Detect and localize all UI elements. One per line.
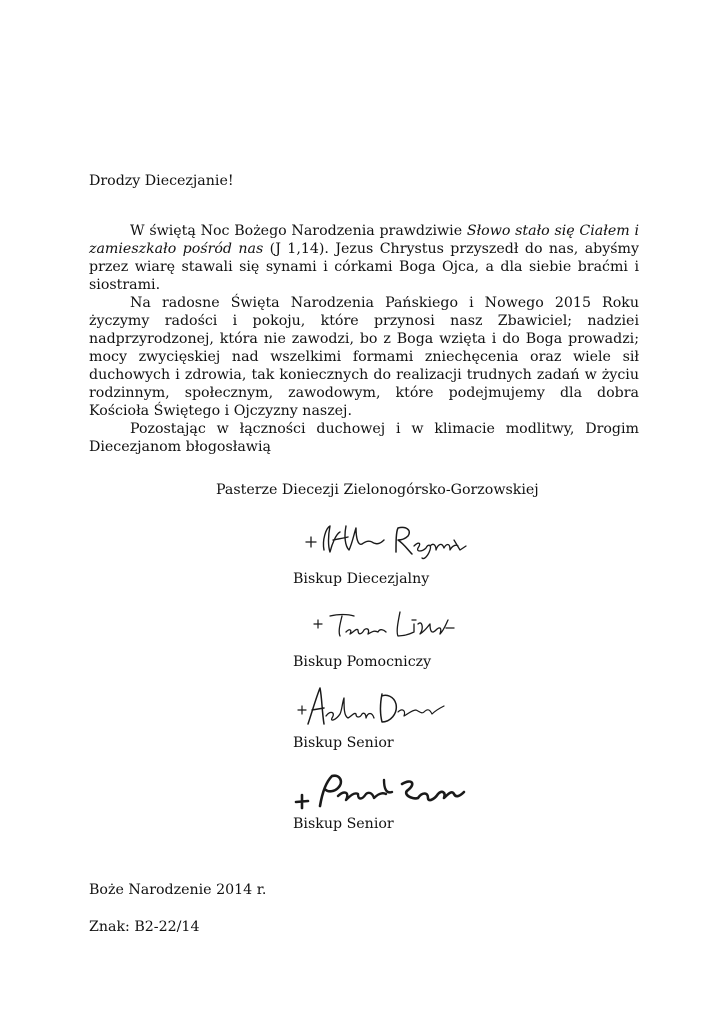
letter-body: [89, 222, 639, 456]
greeting: Drodzy Diecezjanie!: [89, 173, 234, 189]
scripture-quote: Słowo stało się Ciałem i zamieszkało pośród nas: [89, 223, 639, 257]
signatories-heading: Pasterze Diecezji Zielonogórsko-Gorzowskiej: [216, 482, 539, 498]
signature-litynski: [308, 606, 458, 642]
signature-dyczkowski: [294, 684, 454, 732]
paragraph-1: [89, 222, 639, 294]
letter-date: Boże Narodzenie 2014 r.: [89, 882, 267, 898]
signature-socha: [292, 770, 472, 814]
role-biskup-pomocniczy: Biskup Pomocniczy: [293, 654, 432, 670]
role-biskup-senior-2: Biskup Senior: [293, 816, 394, 832]
paragraph-1-text-a: W świętą Noc Bożego Narodzenia prawdziwie: [130, 223, 467, 239]
paragraph-1-text-b: (J 1,14). Jezus Chrystus przyszedł do nas, abyśmy przez wiarę stawali się synami i córkami Boga Ojca, a dla siebie braćmi i siostrami.: [89, 241, 639, 293]
role-biskup-diecezjalny: Biskup Diecezjalny: [293, 571, 430, 587]
reference-number: Znak: B2-22/14: [89, 919, 200, 935]
signature-regmunt: [300, 520, 470, 564]
paragraph-3: Pozostając w łączności duchowej i w klimacie modlitwy, Drogim Diecezjanom błogosławią: [89, 421, 639, 455]
paragraph-2: Na radosne Święta Narodzenia Pańskiego i Nowego 2015 Roku życzymy radości i pokoju, które przynosi nasz Zbawiciel; nadziei nadprzyrodzonej, która nie zawodzi, bo z Boga wzięta i do Boga prowadzi; mocy zwycięskiej nad wszelkimi formami zniechęcenia oraz wiele sił duchowych i zdrowia, tak koniecznych do realizacji trudnych zadań w życiu rodzinnym, społecznym, zawodowym, które podejmujemy dla dobra Kościoła Świętego i Ojczyzny naszej.: [89, 295, 639, 419]
role-biskup-senior-1: Biskup Senior: [293, 735, 394, 751]
